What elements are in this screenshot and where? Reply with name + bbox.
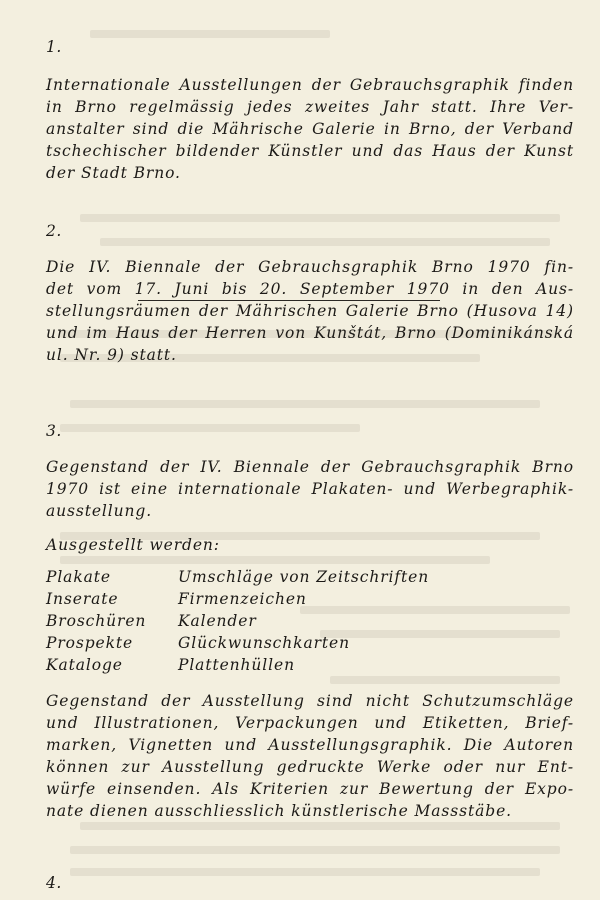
paragraph-line: Gegenstand der Ausstellung sind nicht Schutzumschläge [46,692,574,710]
exhibit-item: Umschläge von Zeitschriften [178,568,430,586]
paragraph-line: anstalter sind die Mährische Galerie in Brno, der Verband [46,120,574,138]
section-number-2: 2. [46,222,62,240]
exhibit-item: Inserate [46,590,119,608]
paragraph-line: würfe einsenden. Als Kriterien zur Bewertung der Expo- [46,780,574,798]
paragraph-line: können zur Ausstellung gedruckte Werke oder nur Ent- [46,758,574,776]
exhibit-item: Glückwunschkarten [178,634,350,652]
exhibit-item: Firmenzeichen [178,590,307,608]
exhibit-row [46,588,566,610]
section-number-3: 3. [46,422,62,440]
exhibit-row [46,610,566,632]
paragraph-line: und Illustrationen, Verpackungen und Etiketten, Brief- [46,714,574,732]
paragraph-line: nate dienen ausschliesslich künstlerische Massstäbe. [46,802,512,820]
section-3-closing-paragraph [46,690,574,822]
exhibit-row [46,654,566,676]
paragraph-line: stellungsräumen der Mährischen Galerie Brno (Husova 14) [46,302,574,320]
paragraph-line: det vom 17. Juni bis 20. September 1970 in den Aus- [46,280,574,298]
exhibit-item: Plakate [46,568,111,586]
paragraph-line: und im Haus der Herren von Kunštát, Brno (Dominikánská [46,324,574,342]
section-3-paragraph [46,456,574,522]
section-number-4: 4. [46,874,62,892]
exhibit-row [46,566,566,588]
exhibit-item: Prospekte [46,634,134,652]
paragraph-line: Ausgestellt werden: [46,536,220,554]
exhibited-items-table [46,566,566,676]
exhibit-item: Kataloge [46,656,123,674]
exhibit-item: Kalender [178,612,257,630]
paragraph-line: marken, Vignetten und Ausstellungsgraphik. Die Autoren [46,736,574,754]
date-underline [138,300,440,301]
exhibit-item: Broschüren [46,612,147,630]
paragraph-line: tschechischer bildender Künstler und das Haus der Kunst [46,142,574,160]
paragraph-line: 1970 ist eine internationale Plakaten- und Werbegraphik- [46,480,574,498]
exhibited-heading [46,534,574,556]
section-number-1: 1. [46,38,62,56]
paragraph-line: Gegenstand der IV. Biennale der Gebrauchsgraphik Brno [46,458,574,476]
section-1-paragraph [46,74,574,184]
paragraph-line: der Stadt Brno. [46,164,181,182]
exhibit-row [46,632,566,654]
paragraph-line: ausstellung. [46,502,153,520]
paragraph-line: Die IV. Biennale der Gebrauchsgraphik Brno 1970 fin- [46,258,574,276]
paragraph-line: ul. Nr. 9) statt. [46,346,177,364]
paragraph-line: in Brno regelmässig jedes zweites Jahr statt. Ihre Ver- [46,98,574,116]
section-2-paragraph [46,256,574,366]
paragraph-line: Internationale Ausstellungen der Gebrauchsgraphik finden [46,76,574,94]
exhibit-item: Plattenhüllen [178,656,295,674]
